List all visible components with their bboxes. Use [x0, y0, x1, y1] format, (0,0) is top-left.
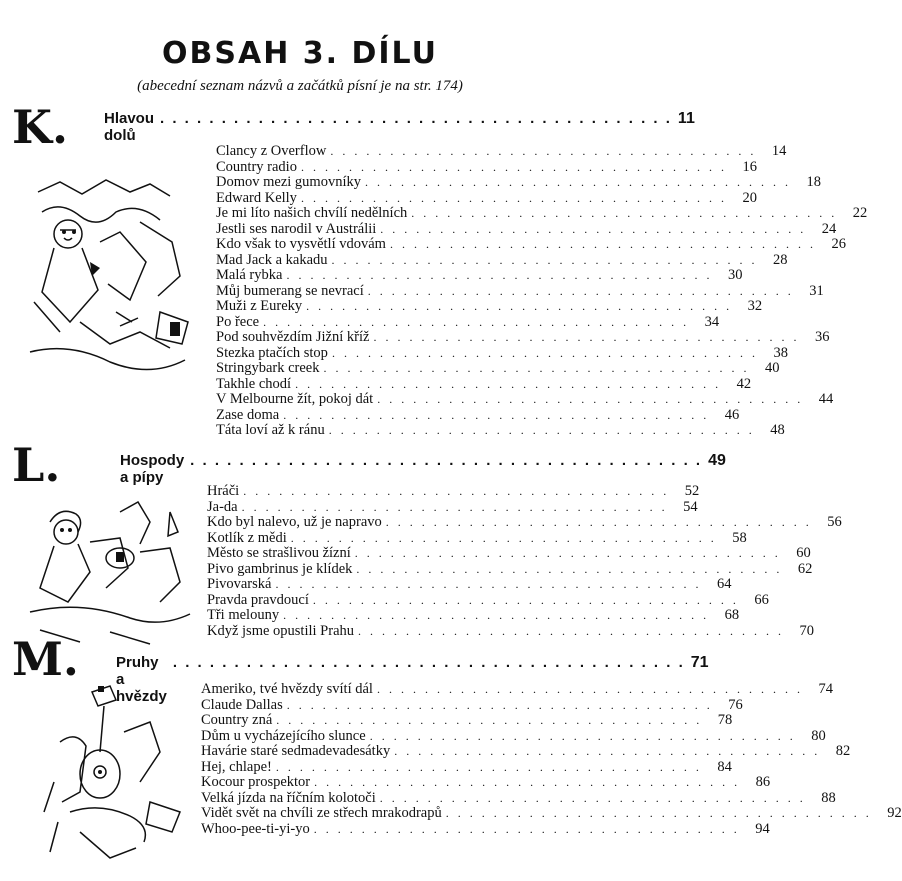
leader-dots: . . . . . . . . . . . . . . . . . . . . . . . . . . . . . . . . . . . . . . . . . . [190, 452, 703, 469]
leader-dots: . . . . . . . . . . . . . . . . . . . . . . . . . . . . . . . . . . . . [331, 345, 758, 360]
song-page: 94 [755, 820, 770, 837]
song-title: Jestli ses narodil v Austrálii [216, 220, 377, 237]
list-item [207, 514, 842, 531]
leader-dots: . . . . . . . . . . . . . . . . . . . . . . . . . . . . . . . . . . . . [445, 806, 872, 820]
song-page: 68 [724, 607, 740, 623]
list-item [201, 681, 833, 698]
list-item [216, 298, 763, 315]
song-page: 36 [814, 329, 830, 345]
song-list [207, 483, 842, 639]
song-page: 62 [797, 560, 813, 577]
song-title: Claude Dallas [201, 696, 283, 713]
list-item [216, 251, 788, 269]
section-heading: Hospody a pípy [120, 452, 185, 486]
section-heading: Pruhy a hvězdy [116, 654, 167, 705]
list-item [216, 236, 846, 253]
song-title: Hej, chlape! [201, 758, 272, 775]
leader-dots: . . . . . . . . . . . . . . . . . . . . . . . . . . . . . . . . . . . . [241, 499, 668, 514]
leader-dots: . . . . . . . . . . . . . . . . . . . . . . . . . . . . . . . . . . . . [275, 759, 702, 774]
song-page: 80 [811, 727, 826, 744]
cowboy-guitar-illustration [40, 682, 190, 872]
song-title: Pivo gambrinus je klídek [207, 560, 353, 577]
list-item [207, 560, 813, 578]
song-title: Edward Kelly [216, 189, 297, 206]
song-page: 32 [747, 298, 763, 314]
leader-dots: . . . . . . . . . . . . . . . . . . . . . . . . . . . . . . . . . . . . [365, 175, 791, 189]
leader-dots: . . . . . . . . . . . . . . . . . . . . . . . . . . . . . . . . . . . . [389, 237, 816, 251]
leader-dots: . . . . . . . . . . . . . . . . . . . . . . . . . . . . . . . . . . . . [358, 623, 785, 638]
song-page: 42 [736, 375, 752, 392]
song-title: Takhle chodí [216, 375, 292, 392]
song-page: 31 [809, 282, 824, 299]
list-item [201, 805, 902, 822]
leader-dots: . . . . . . . . . . . . . . . . . . . . . . . . . . . . . . . . . . . . [356, 561, 783, 576]
list-item [201, 727, 826, 745]
song-title: Country zná [201, 712, 273, 728]
song-title: Tři melouny [207, 607, 280, 623]
song-list [201, 681, 902, 837]
section-page: 11 [677, 110, 695, 127]
list-item [201, 774, 771, 791]
list-item [216, 344, 788, 362]
list-item [201, 712, 733, 729]
leader-dots: . . . . . . . . . . . . . . . . . . . . . . . . . . . . . . . . . . . . . . . . . . [160, 110, 672, 127]
section-letter: K. [12, 100, 68, 154]
list-item [216, 174, 821, 191]
song-title: Hráči [207, 483, 240, 499]
song-title: V Melbourne žít, pokoj dát [216, 391, 374, 407]
outback-illustration [20, 172, 195, 387]
song-title: Country radio [216, 158, 297, 175]
leader-dots: . . . . . . . . . . . . . . . . . . . . . . . . . . . . . . . . . . . . [243, 484, 670, 498]
song-page: 86 [755, 774, 771, 790]
leader-dots: . . . . . . . . . . . . . . . . . . . . . . . . . . . . . . . . . . . . [275, 577, 702, 591]
leader-dots: . . . . . . . . . . . . . . . . . . . . . . . . . . . . . . . . . . . . [380, 221, 807, 236]
list-item [201, 696, 743, 714]
song-title: Whoo-pee-ti-yi-yo [201, 820, 310, 837]
song-page: 82 [835, 743, 851, 759]
leader-dots: . . . . . . . . . . . . . . . . . . . . . . . . . . . . . . . . . . . . [411, 206, 838, 220]
list-item [216, 375, 752, 393]
leader-dots: . . . . . . . . . . . . . . . . . . . . . . . . . . . . . . . . . . . . [385, 515, 812, 529]
song-title: Malá rybka [216, 267, 283, 283]
list-item [216, 143, 787, 160]
song-list [216, 143, 868, 439]
song-page: 66 [754, 591, 769, 608]
leader-dots: . . . . . . . . . . . . . . . . . . . . . . . . . . . . . . . . . . . . [295, 376, 722, 391]
leader-dots: . . . . . . . . . . . . . . . . . . . . . . . . . . . . . . . . . . . . [276, 713, 703, 727]
list-item [207, 498, 698, 516]
leader-dots: . . . . . . . . . . . . . . . . . . . . . . . . . . . . . . . . . . . . [377, 392, 804, 406]
list-item [216, 189, 757, 207]
list-item [207, 576, 732, 593]
song-title: Mad Jack a kakadu [216, 251, 328, 268]
leader-dots: . . . . . . . . . . . . . . . . . . . . . . . . . . . . . . . . . . . . [323, 361, 750, 375]
pub-illustration [20, 492, 195, 652]
leader-dots: . . . . . . . . . . . . . . . . . . . . . . . . . . . . . . . . . . . . [300, 190, 727, 205]
leader-dots: . . . . . . . . . . . . . . . . . . . . . . . . . . . . . . . . . . . . [367, 283, 794, 298]
leader-dots: . . . . . . . . . . . . . . . . . . . . . . . . . . . . . . . . . . . . [283, 407, 710, 422]
song-page: 48 [770, 422, 785, 438]
leader-dots: . . . . . . . . . . . . . . . . . . . . . . . . . . . . . . . . . . . . . . . . . . [172, 654, 685, 671]
song-page: 56 [827, 514, 842, 530]
song-title: Ameriko, tvé hvězdy svítí dál [201, 681, 373, 697]
list-item [216, 282, 824, 300]
song-title: Zase doma [216, 406, 280, 423]
list-item [216, 329, 830, 346]
leader-dots: . . . . . . . . . . . . . . . . . . . . . . . . . . . . . . . . . . . . [369, 728, 796, 743]
page-subtitle: (abecední seznam názvů a začátků písní je na str. 174) [137, 78, 463, 94]
leader-dots: . . . . . . . . . . . . . . . . . . . . . . . . . . . . . . . . . . . . [290, 530, 717, 545]
song-page: 76 [728, 696, 743, 713]
list-item [216, 422, 785, 439]
song-title: Dům u vycházejícího slunce [201, 727, 366, 744]
song-title: Pivovarská [207, 576, 272, 592]
song-title: Stringybark creek [216, 360, 320, 376]
song-page: 14 [771, 143, 787, 159]
song-title: Velká jízda na říčním kolotoči [201, 789, 376, 806]
section-page: 49 [708, 452, 726, 469]
song-page: 44 [818, 391, 834, 407]
leader-dots: . . . . . . . . . . . . . . . . . . . . . . . . . . . . . . . . . . . . [263, 314, 690, 329]
section-heading-row [120, 452, 726, 486]
leader-dots: . . . . . . . . . . . . . . . . . . . . . . . . . . . . . . . . . . . . [286, 697, 713, 712]
song-title: Clancy z Overflow [216, 143, 327, 159]
list-item [216, 158, 757, 176]
song-title: Když jsme opustili Prahu [207, 622, 355, 639]
leader-dots: . . . . . . . . . . . . . . . . . . . . . . . . . . . . . . . . . . . . [376, 682, 803, 696]
song-page: 26 [831, 236, 846, 252]
list-item [216, 220, 837, 238]
song-page: 24 [821, 220, 837, 237]
song-title: Kdo byl nalevo, už je napravo [207, 514, 382, 530]
section-heading-row [104, 110, 695, 144]
song-title: Po řece [216, 313, 260, 330]
leader-dots: . . . . . . . . . . . . . . . . . . . . . . . . . . . . . . . . . . . . [330, 144, 757, 158]
list-item [201, 758, 732, 776]
list-item [216, 406, 740, 424]
song-title: Ja-da [207, 498, 238, 515]
list-item [207, 591, 769, 609]
song-page: 92 [887, 805, 902, 821]
page-title: OBSAH 3. DÍLU [162, 36, 438, 71]
section-page: 71 [690, 654, 709, 671]
leader-dots: . . . . . . . . . . . . . . . . . . . . . . . . . . . . . . . . . . . . [300, 159, 727, 174]
song-title: Muži z Eureky [216, 298, 303, 314]
leader-dots: . . . . . . . . . . . . . . . . . . . . . . . . . . . . . . . . . . . . [373, 330, 800, 344]
song-page: 34 [704, 313, 720, 330]
leader-dots: . . . . . . . . . . . . . . . . . . . . . . . . . . . . . . . . . . . . [306, 299, 733, 313]
song-page: 88 [821, 789, 836, 806]
song-page: 28 [773, 251, 788, 268]
list-item [207, 622, 815, 640]
list-item [201, 820, 770, 838]
song-page: 58 [732, 529, 747, 546]
section-heading: Hlavou dolů [104, 110, 155, 144]
song-title: Pod souhvězdím Jižní kříž [216, 329, 370, 345]
list-item [201, 789, 836, 807]
list-item [216, 205, 868, 222]
song-title: Domov mezi gumovníky [216, 174, 361, 190]
song-page: 18 [806, 174, 821, 190]
song-page: 74 [818, 681, 833, 697]
song-page: 20 [742, 189, 757, 206]
leader-dots: . . . . . . . . . . . . . . . . . . . . . . . . . . . . . . . . . . . . [328, 423, 755, 437]
song-page: 46 [724, 406, 740, 423]
section-letter: L. [12, 438, 61, 492]
song-title: Kocour prospektor [201, 774, 311, 790]
song-page: 60 [796, 545, 811, 561]
leader-dots: . . . . . . . . . . . . . . . . . . . . . . . . . . . . . . . . . . . . [379, 790, 806, 805]
list-item [207, 529, 747, 547]
song-title: Město se strašlivou žízní [207, 545, 351, 561]
leader-dots: . . . . . . . . . . . . . . . . . . . . . . . . . . . . . . . . . . . . [283, 608, 710, 622]
song-title: Kdo však to vysvětlí vdovám [216, 236, 386, 252]
song-title: Kotlík z mědi [207, 529, 287, 546]
leader-dots: . . . . . . . . . . . . . . . . . . . . . . . . . . . . . . . . . . . . [314, 775, 741, 789]
song-title: Stezka ptačích stop [216, 344, 328, 361]
song-title: Táta loví až k ránu [216, 422, 325, 438]
leader-dots: . . . . . . . . . . . . . . . . . . . . . . . . . . . . . . . . . . . . [312, 592, 739, 607]
leader-dots: . . . . . . . . . . . . . . . . . . . . . . . . . . . . . . . . . . . . [286, 268, 713, 282]
song-page: 64 [716, 576, 732, 592]
list-item [207, 545, 811, 562]
list-item [207, 607, 740, 624]
song-page: 40 [764, 360, 780, 376]
song-title: Pravda pravdoucí [207, 591, 309, 608]
song-title: Můj bumerang se nevrací [216, 282, 364, 299]
leader-dots: . . . . . . . . . . . . . . . . . . . . . . . . . . . . . . . . . . . . [331, 252, 758, 267]
leader-dots: . . . . . . . . . . . . . . . . . . . . . . . . . . . . . . . . . . . . [394, 744, 821, 758]
song-page: 22 [852, 205, 868, 221]
song-title: Je mi líto našich chvílí nedělních [216, 205, 408, 221]
song-page: 70 [799, 622, 815, 639]
song-page: 30 [727, 267, 743, 283]
list-item [216, 360, 780, 377]
song-page: 38 [773, 344, 788, 361]
song-title: Havárie staré sedmadevadesátky [201, 743, 391, 759]
leader-dots: . . . . . . . . . . . . . . . . . . . . . . . . . . . . . . . . . . . . [313, 821, 740, 836]
song-page: 52 [684, 483, 700, 499]
list-item [216, 267, 743, 284]
leader-dots: . . . . . . . . . . . . . . . . . . . . . . . . . . . . . . . . . . . . [354, 546, 781, 560]
list-item [201, 743, 851, 760]
section-letter: M. [12, 632, 79, 686]
song-title: Vidět svět na chvíli ze střech mrakodrapů [201, 805, 442, 821]
song-page: 54 [683, 498, 698, 515]
list-item [207, 483, 700, 500]
song-page: 78 [717, 712, 733, 728]
list-item [216, 313, 720, 331]
list-item [216, 391, 834, 408]
song-page: 84 [717, 758, 732, 775]
song-page: 16 [742, 158, 757, 175]
